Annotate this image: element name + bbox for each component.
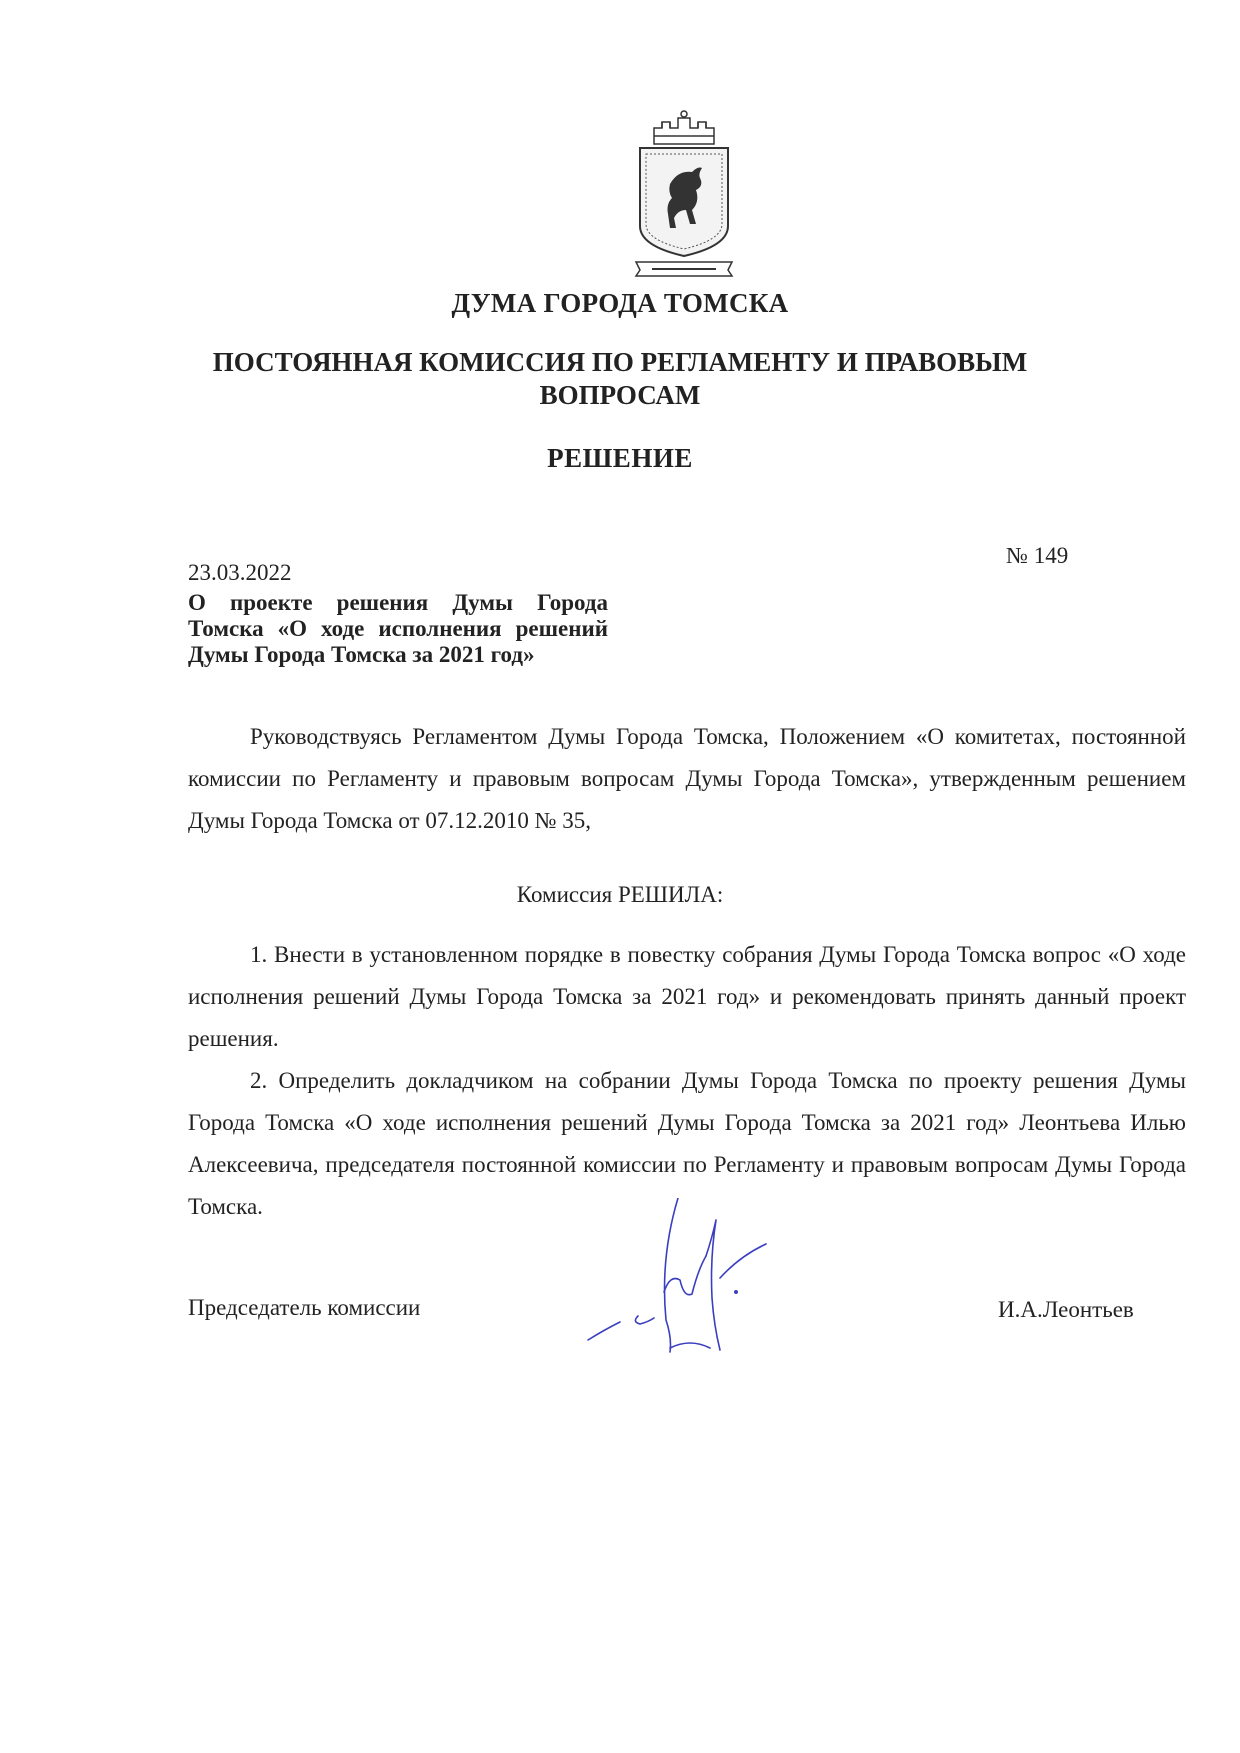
document-type: РЕШЕНИЕ [547, 443, 693, 473]
commission-title-line1: ПОСТОЯННАЯ КОМИССИЯ ПО РЕГЛАМЕНТУ И ПРАВОВЫМ [212, 347, 1028, 377]
document-number: № 149 [1006, 543, 1069, 568]
decision-item-1: 1. Внести в установленном порядке в повестку собрания Думы Города Томска вопрос «О ходе исполнения решений Думы Города Томска за 2021 год» и рекомендовать принять данный проект решения. [188, 942, 1186, 1051]
preamble-paragraph: Руководствуясь Регламентом Думы Города Томска, Положением «О комитетах, постоянной комиссии по Регламенту и правовым вопросам Думы Города Томска», утвержденным решением Думы Города Томска от 07.12.2010 № 35, [188, 724, 1186, 833]
handwritten-signature-icon [580, 1198, 840, 1388]
document-date: 23.03.2022 [188, 560, 292, 585]
document-subject: О проекте решения Думы Города Томска «О ходе исполнения решений Думы Города Томска за 2021 год» [188, 590, 608, 667]
commission-title [0, 346, 1240, 412]
resolved-heading: Комиссия РЕШИЛА: [516, 882, 724, 907]
decision-item-2: 2. Определить докладчиком на собрании Думы Города Томска по проекту решения Думы Города Томска «О ходе исполнения решений Думы Города Томска за 2021 год» Леонтьева Илью Алексеевича, председателя постоянной комиссии по Регламенту и правовым вопросам Думы Города Томска. [188, 1068, 1186, 1219]
tomsk-coat-of-arms-icon [632, 106, 736, 278]
signatory-name: И.А.Леонтьев [998, 1297, 1134, 1322]
org-title: ДУМА ГОРОДА ТОМСКА [451, 288, 789, 318]
signatory-role: Председатель комиссии [188, 1295, 421, 1320]
commission-title-line2: ВОПРОСАМ [539, 380, 701, 410]
